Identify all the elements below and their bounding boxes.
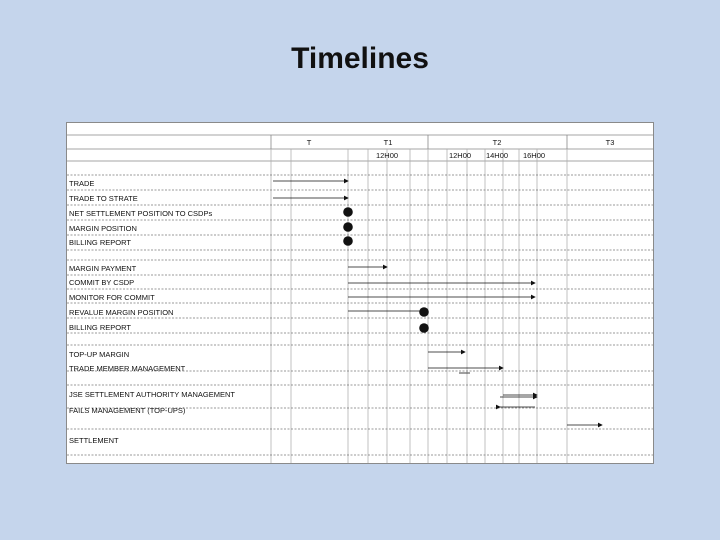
time-label: 12H00 [448, 151, 472, 160]
activity-label: REVALUE MARGIN POSITION [69, 308, 174, 317]
activity-label: TOP-UP MARGIN [69, 350, 130, 359]
activity-label: NET SETTLEMENT POSITION TO CSDPs [69, 209, 213, 218]
time-label: 12H00 [375, 151, 399, 160]
activity-label: MONITOR FOR COMMIT [69, 293, 155, 302]
activity-label: FAILS MANAGEMENT (TOP-UPS) [69, 406, 186, 415]
activity-label: TRADE TO STRATE [69, 194, 138, 203]
milestone-dot [343, 236, 353, 246]
activity-label: TRADE [69, 179, 95, 188]
activity-label: BILLING REPORT [69, 238, 131, 247]
milestone-dot [343, 207, 353, 217]
period-label: T1 [383, 138, 393, 147]
slide-title: Timelines [291, 42, 429, 75]
timeline-canvas [67, 123, 653, 463]
activity-label: SETTLEMENT [69, 436, 119, 445]
activity-label: MARGIN PAYMENT [69, 264, 137, 273]
milestone-dot [419, 307, 429, 317]
activity-label: COMMIT BY CSDP [69, 278, 135, 287]
period-label: T2 [492, 138, 502, 147]
timeline-chart [66, 122, 654, 464]
period-label: T3 [605, 138, 615, 147]
time-label: 16H00 [522, 151, 546, 160]
period-label: T [306, 138, 312, 147]
activity-label: TRADE MEMBER MANAGEMENT [69, 364, 186, 373]
activity-label: BILLING REPORT [69, 323, 131, 332]
milestone-dot [419, 323, 429, 333]
milestone-dot [343, 222, 353, 232]
activity-label: JSE SETTLEMENT AUTHORITY MANAGEMENT [69, 390, 235, 399]
activity-label: MARGIN POSITION [69, 224, 137, 233]
time-label: 14H00 [485, 151, 509, 160]
